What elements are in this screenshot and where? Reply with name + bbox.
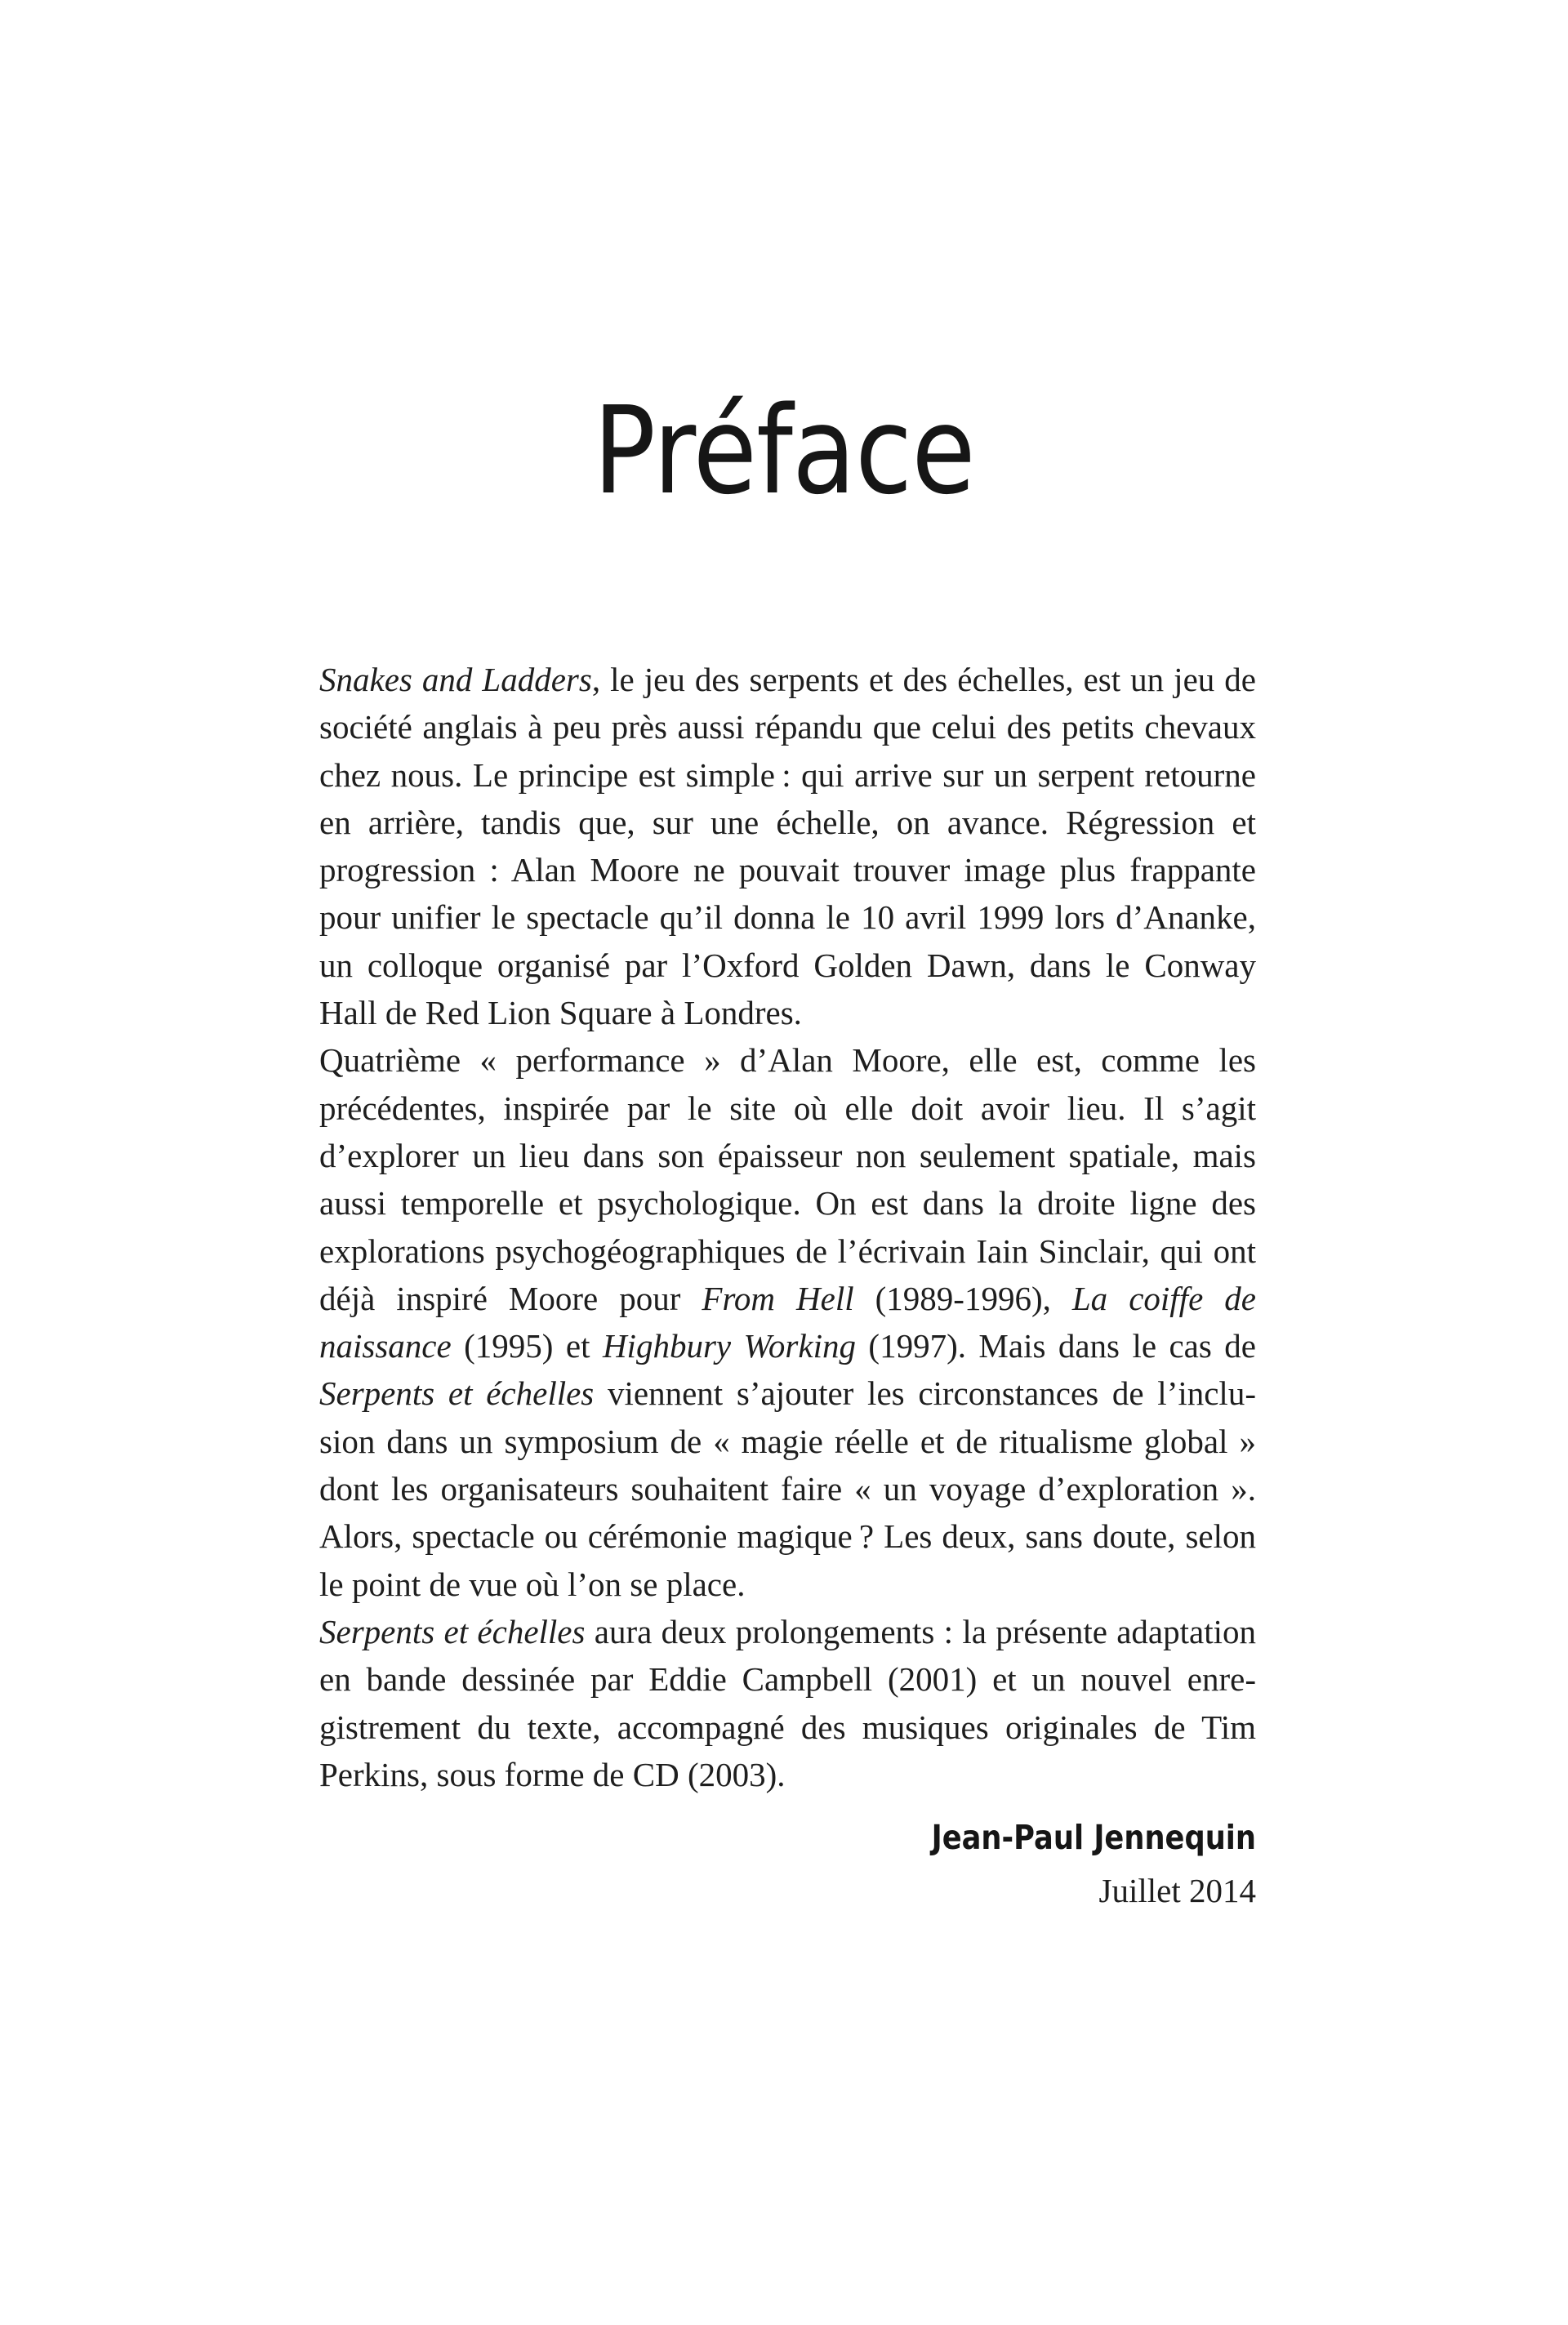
text-span: (1997). Mais dans le cas de bbox=[855, 1327, 1256, 1365]
italic-title-span: La coiffe de naissance bbox=[319, 1279, 1256, 1365]
text-span: viennent s’ajouter les circonstances de l’inclusion dans un symposium de « magie réelle et de ritualisme global » dont les organisateurs souhaitent faire « un voyage d’exploration ». Alors, spectacle ou cérémonie magique ? Les deux, sans doute, selon le point de vue où l’on se place. bbox=[319, 1374, 1256, 1603]
page-title: Préface bbox=[593, 381, 975, 521]
text-span: aura deux prolongements : la présente adaptation en bande dessinée par Eddie Campbell (2001) et un nouvel enregistrement du texte, accompagné des musiques originales de Tim Perkins, sous forme de CD (2003). bbox=[319, 1612, 1256, 1793]
paragraph-2 bbox=[319, 1036, 1256, 1608]
text-span: , le jeu des serpents et des échelles, est un jeu de société anglais à peu près aussi répandu que celui des petits chevaux chez nous. Le principe est simple : qui arrive sur un serpent retourne en arrière, tandis que, sur une échelle, on avance. Régression et progression : Alan Moore ne pouvait trouver image plus frappante pour unifier le spectacle qu’il donna le 10 avril 1999 lors d’Ananke, un colloque organisé par l’Oxford Golden Dawn, dans le Conway Hall de Red Lion Square à Londres. bbox=[319, 661, 1256, 1032]
signature-date: Juillet 2014 bbox=[1098, 1872, 1256, 1909]
author-signature: Jean-Paul Jennequin bbox=[931, 1818, 1256, 1857]
text-span: (1995) et bbox=[451, 1327, 603, 1365]
italic-title-span: Serpents et échelles bbox=[319, 1374, 595, 1413]
preface-body bbox=[319, 656, 1256, 1798]
text-span: (1989-1996), bbox=[853, 1279, 1072, 1317]
paragraph-1 bbox=[319, 656, 1256, 1036]
text-span: Quatrième « performance » d’Alan Moore, elle est, comme les précédentes, inspirée par le site où elle doit avoir lieu. Il s’agit d’explorer un lieu dans son épaisseur non seulement spatiale, mais aussi temporelle et psychologique. On est dans la droite ligne des explorations psychogéographiques de l’écrivain Iain Sinclair, qui ont déjà inspiré Moore pour bbox=[319, 1041, 1256, 1317]
italic-title-span: Snakes and Ladders bbox=[319, 661, 592, 698]
paragraph-3 bbox=[319, 1608, 1256, 1798]
italic-title-span: Serpents et échelles bbox=[319, 1612, 586, 1650]
italic-title-span: From Hell bbox=[702, 1279, 854, 1317]
italic-title-span: Highbury Working bbox=[602, 1327, 856, 1365]
